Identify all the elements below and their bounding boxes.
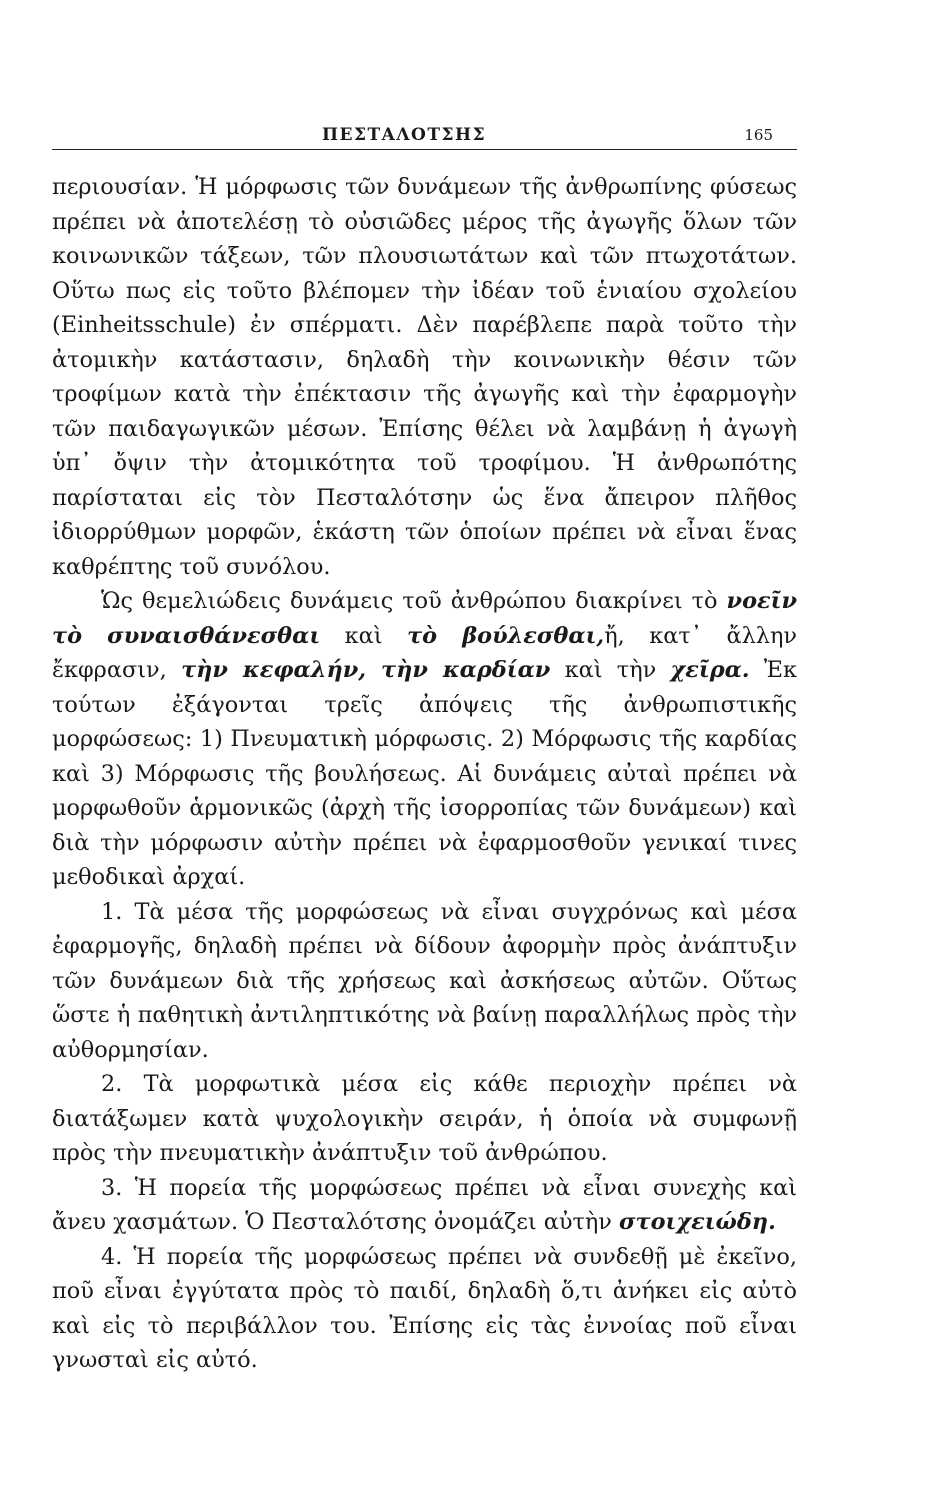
- emphasized-term: τὸ βούλεσθαι,: [407, 622, 605, 649]
- body-text: [52, 170, 797, 1378]
- text-span: Ἐκ τούτων ἐξάγονται τρεῖς ἀπόψεις τῆς ἀνθρωπιστικῆς μορφώσεως: 1) Πνευματικὴ μόρφωσις. 2) Μόρφωσις τῆς καρδίας καὶ 3) Μόρφωσις τῆς βουλήσεως. Αἱ δυνάμεις αὐταὶ πρέπει νὰ μορφωθοῦν ἁρμονικῶς (ἀρχὴ τῆς ἰσορροπίας τῶν δυνάμεων) καὶ διὰ τὴν μόρφωσιν αὐτὴν πρέπει νὰ ἐφαρμοσθοῦν γενικαί τινες μεθοδικαὶ ἀρχαί.: [52, 657, 797, 890]
- paragraph-4: [52, 1067, 797, 1171]
- text-span: 2. Τὰ μορφωτικὰ μέσα εἰς κάθε περιοχὴν πρέπει νὰ διατάξωμεν κατὰ ψυχολογικὴν σειράν, ἡ ὁποία νὰ συμφωνῇ πρὸς τὴν πνευματικὴν ἀνάπτυξιν τοῦ ἀνθρώπου.: [52, 1071, 797, 1166]
- text-span: περιουσίαν. Ἡ μόρφωσις τῶν δυνάμεων τῆς ἀνθρωπίνης φύσεως πρέπει νὰ ἀποτελέσῃ τὸ οὐσιῶδες μέρος τῆς ἀγωγῆς ὅλων τῶν κοινωνικῶν τάξεων, τῶν πλουσιωτάτων καὶ τῶν πτωχοτάτων. Οὕτω πως εἰς τοῦτο βλέπομεν τὴν ἰδέαν τοῦ ἑνιαίου σχολείου (Einheitsschule) ἐν σπέρματι. Δὲν παρέβλεπε παρὰ τοῦτο τὴν ἀτομικὴν κατάστασιν, δηλαδὴ τὴν κοινωνικὴν θέσιν τῶν τροφίμων κατὰ τὴν ἐπέκτασιν τῆς ἀγωγῆς καὶ τὴν ἐφαρμογὴν τῶν παιδαγωγικῶν μέσων. Ἐπίσης θέλει νὰ λαμβάνῃ ἡ ἀγωγὴ ὑπ᾽ ὄψιν τὴν ἀτομικότητα τοῦ τροφίμου. Ἡ ἀνθρωπότης παρίσταται εἰς τὸν Πεσταλότσην ὡς ἕνα ἄπειρον πλῆθος ἰδιορρύθμων μορφῶν, ἑκάστη τῶν ὁποίων πρέπει νὰ εἶναι ἕνας καθρέπτης τοῦ συνόλου.: [52, 174, 797, 580]
- text-span: καὶ τὴν: [550, 657, 671, 683]
- text-span: 4. Ἡ πορεία τῆς μορφώσεως πρέπει νὰ συνδεθῇ μὲ ἐκεῖνο, ποῦ εἶναι ἐγγύτατα πρὸς τὸ παιδί, δηλαδὴ ὅ,τι ἀνήκει εἰς αὐτὸ καὶ εἰς τὸ περιβάλλον του. Ἐπίσης εἰς τὰς ἐννοίας ποῦ εἶναι γνωσταὶ εἰς αὐτό.: [52, 1243, 797, 1373]
- page-number: 165: [744, 126, 773, 144]
- running-title: ΠΕΣΤΑΛΟΤΣΗΣ: [322, 125, 487, 145]
- paragraph-2: [52, 584, 797, 895]
- text-span: καὶ: [320, 622, 408, 649]
- text-span: ἤ, κατ᾽ ἄλλην ἔκφρασιν,: [52, 622, 797, 683]
- emphasized-term: στοιχειώδη.: [619, 1209, 776, 1235]
- text-span: Ὡς θεμελιώδεις δυνάμεις τοῦ ἀνθρώπου διακρίνει τὸ: [101, 588, 727, 614]
- text-span: 1. Τὰ μέσα τῆς μορφώσεως νὰ εἶναι συγχρόνως καὶ μέσα ἐφαρμογῆς, δηλαδὴ πρέπει νὰ δίδουν ἀφορμὴν πρὸς ἀνάπτυξιν τῶν δυνάμεων διὰ τῆς χρήσεως καὶ ἀσκήσεως αὐτῶν. Οὕτως ὥστε ἡ παθητικὴ ἀντιληπτικότης νὰ βαίνῃ παραλλήλως πρὸς τὴν αὐθορμησίαν.: [52, 898, 797, 1063]
- text-span: 3. Ἡ πορεία τῆς μορφώσεως πρέπει νὰ εἶναι συνεχὴς καὶ ἄνευ χασμάτων. Ὁ Πεσταλότσης ὀνομάζει αὐτὴν: [52, 1174, 797, 1235]
- paragraph-6: [52, 1240, 797, 1378]
- emphasized-term: νοεῖν τὸ συναισθάνεσθαι: [52, 588, 797, 649]
- header-rule: [52, 149, 797, 150]
- page-header: [52, 125, 797, 153]
- paragraph-1: [52, 170, 797, 584]
- paragraph-3: [52, 895, 797, 1068]
- emphasized-term: τὴν κεφαλήν, τὴν καρδίαν: [181, 657, 551, 683]
- paragraph-5: [52, 1171, 797, 1240]
- emphasized-term: χεῖρα.: [670, 657, 750, 683]
